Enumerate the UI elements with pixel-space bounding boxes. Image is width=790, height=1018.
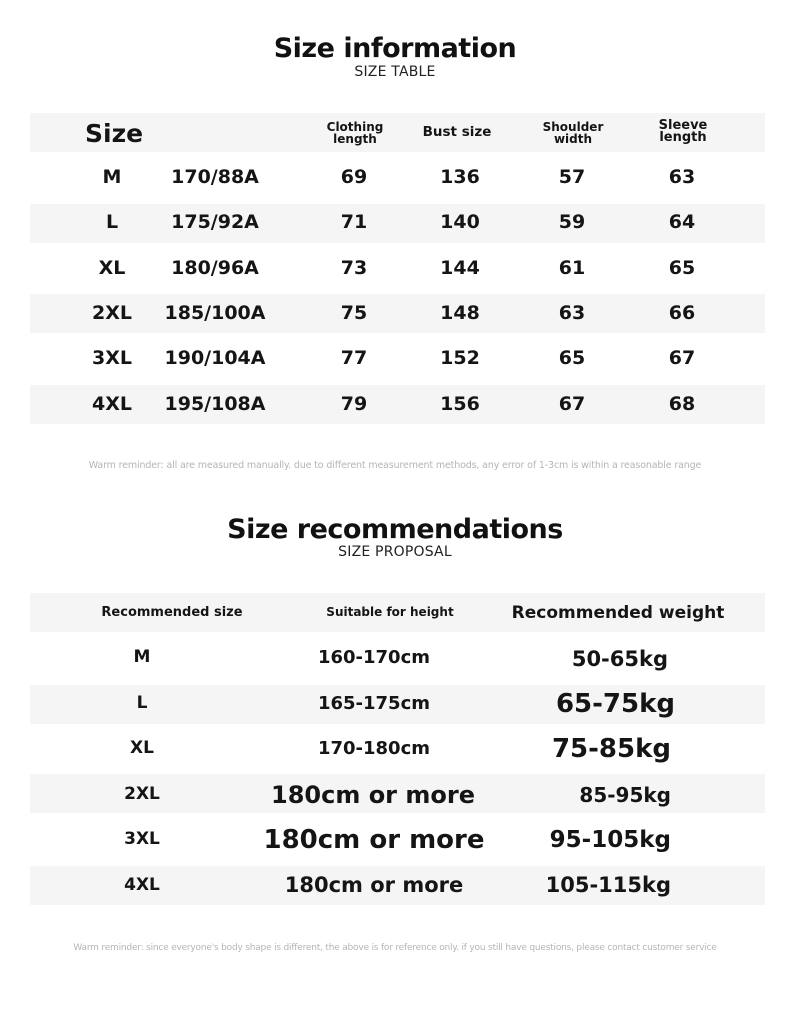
- header-recommended-size: Recommended size: [101, 605, 243, 620]
- row-height: 165-175cm: [317, 693, 431, 714]
- row-size: 2XL: [92, 302, 132, 324]
- table-row: [0, 393, 790, 419]
- table-row: [0, 302, 790, 328]
- row-weight: 65-75kg: [555, 689, 675, 719]
- row-height: 180cm or more: [263, 825, 485, 855]
- row-spec: 175/92A: [171, 211, 259, 233]
- row-weight: 95-105kg: [549, 827, 671, 853]
- row-bust: 136: [440, 166, 480, 188]
- size-rec-title: Size recommendations: [227, 514, 563, 545]
- row-sleeve: 63: [668, 166, 696, 188]
- row-height: 160-170cm: [317, 647, 431, 668]
- row-height: 180cm or more: [271, 781, 475, 809]
- row-weight: 50-65kg: [571, 647, 668, 671]
- row-weight: 105-115kg: [545, 873, 671, 897]
- row-sleeve: 65: [668, 257, 696, 279]
- row-spec: 190/104A: [164, 347, 266, 369]
- table-row: [0, 647, 790, 675]
- row-height: 180cm or more: [284, 873, 464, 897]
- row-size: L: [105, 211, 119, 233]
- row-shoulder: 65: [558, 347, 586, 369]
- row-bust: 156: [440, 393, 480, 415]
- row-spec: 185/100A: [164, 302, 266, 324]
- table-row: [0, 825, 790, 857]
- header-size: Size: [85, 119, 144, 148]
- row-size: M: [133, 647, 151, 667]
- row-sleeve: 67: [668, 347, 696, 369]
- row-sleeve: 64: [668, 211, 696, 233]
- row-bust: 148: [440, 302, 480, 324]
- row-size: 4XL: [92, 393, 132, 415]
- table-row: [0, 781, 790, 811]
- row-weight: 75-85kg: [551, 734, 671, 764]
- row-weight: 85-95kg: [579, 783, 671, 807]
- row-size: M: [102, 166, 122, 188]
- row-bust: 152: [440, 347, 480, 369]
- row-size: 3XL: [124, 829, 160, 849]
- row-clothing-length: 79: [340, 393, 368, 415]
- table-row: [0, 873, 790, 901]
- size-info-title: Size information: [273, 33, 517, 64]
- row-size: XL: [130, 738, 154, 758]
- row-clothing-length: 75: [340, 302, 368, 324]
- row-shoulder: 63: [558, 302, 586, 324]
- row-clothing-length: 77: [340, 347, 368, 369]
- row-sleeve: 68: [668, 393, 696, 415]
- row-shoulder: 57: [558, 166, 586, 188]
- table-row: [0, 734, 790, 766]
- header-suitable-height: Suitable for height: [326, 605, 454, 619]
- rec-table-header: [30, 593, 765, 632]
- table-row: [0, 211, 790, 237]
- row-size: 3XL: [92, 347, 132, 369]
- row-spec: 195/108A: [164, 393, 266, 415]
- row-clothing-length: 73: [340, 257, 368, 279]
- row-size: L: [136, 693, 148, 713]
- header-clothing-length: Clothing length: [326, 120, 384, 146]
- header-sleeve-length: Sleeve length: [658, 118, 708, 145]
- header-bust-size: Bust size: [422, 124, 492, 140]
- row-bust: 144: [440, 257, 480, 279]
- row-spec: 170/88A: [171, 166, 259, 188]
- row-clothing-length: 71: [340, 211, 368, 233]
- row-shoulder: 59: [558, 211, 586, 233]
- size-info-subtitle: SIZE TABLE: [354, 64, 436, 80]
- row-size: 4XL: [124, 875, 160, 895]
- row-size: 2XL: [124, 784, 160, 804]
- row-clothing-length: 69: [340, 166, 368, 188]
- size-info-reminder: Warm reminder: all are measured manually. due to different measurement methods, any error of 1-3cm is within a reasonable range: [88, 460, 702, 471]
- header-recommended-weight: Recommended weight: [511, 603, 725, 623]
- table-row: [0, 257, 790, 283]
- table-row: [0, 166, 790, 192]
- row-sleeve: 66: [668, 302, 696, 324]
- table-row: [0, 689, 790, 721]
- size-rec-subtitle: SIZE PROPOSAL: [338, 544, 452, 560]
- row-spec: 180/96A: [171, 257, 259, 279]
- row-bust: 140: [440, 211, 480, 233]
- row-height: 170-180cm: [317, 738, 431, 759]
- size-rec-reminder: Warm reminder: since everyone's body shape is different, the above is for reference only. if you still have questions, please contact customer service: [73, 943, 717, 953]
- header-shoulder-width: Shoulder width: [542, 120, 604, 146]
- row-shoulder: 67: [558, 393, 586, 415]
- size-table-header: [30, 113, 765, 152]
- table-row: [0, 347, 790, 373]
- row-size: XL: [98, 257, 126, 279]
- row-shoulder: 61: [558, 257, 586, 279]
